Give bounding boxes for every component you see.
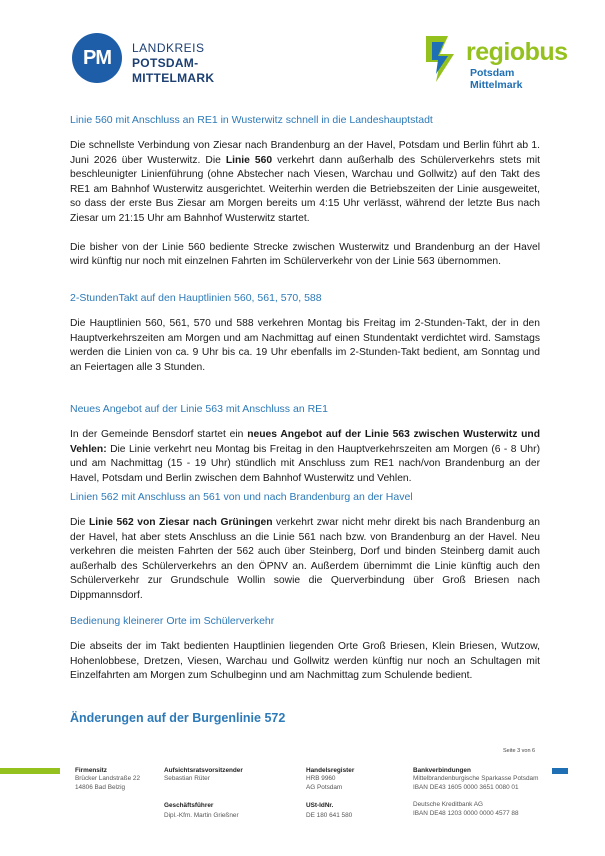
- paragraph: Die Hauptlinien 560, 561, 570 und 588 verkehren Montag bis Freitag im 2-Stunden-Takt, der in den Hauptverkehrszeiten am Morgen und am Nachmittag auf einen Stundentakt verdichtet wird. Samstags werden die Linien von ca. 9 Uhr bis ca. 19 Uhr ebenfalls im 2-Stunden-Takt bedient, am Sonntag und an Feiertagen alle 3 Stunden.: [70, 318, 540, 373]
- landkreis-logo: [72, 33, 252, 83]
- section-linie-562: [70, 490, 540, 604]
- closing-heading: Änderungen auf der Burgenlinie 572: [70, 711, 286, 725]
- section-heading: Linie 560 mit Anschluss an RE1 in Wusterwitz schnell in die Landeshauptstadt: [70, 114, 433, 126]
- paragraph: In der Gemeinde Bensdorf startet ein neues Angebot auf der Linie 563 zwischen Wusterwitz und Vehlen: Die Linie verkehrt neu Montag bis Freitag in den Hauptverkehrszeiten am Morgen (6 - 8 Uhr) und am Nachmittag (15 - 19 Uhr) stündlich mit Anschluss zum RE1 nach/von Brandenburg an der Havel, Potsdam und Berlin zwischen dem Bahnhof Wusterwitz und Vehlen.: [70, 429, 540, 484]
- paragraph: Die bisher von der Linie 560 bediente Strecke zwischen Wusterwitz und Brandenburg an der Havel wird künftig nur noch mit einzelnen Fahrten im Schülerverkehr von der Linie 563 übernommen.: [70, 241, 540, 268]
- regiobus-sub: Potsdam Mittelmark: [470, 67, 523, 91]
- section-heading: Neues Angebot auf der Linie 563 mit Anschluss an RE1: [70, 403, 328, 415]
- logo-line-landkreis: LANDKREIS: [132, 41, 205, 55]
- footer-ust: USt-IdNr. DE 180 641 580: [306, 802, 353, 820]
- page-number: Seite 3 von 6: [503, 748, 536, 754]
- footer-accent-blue: [552, 768, 568, 774]
- regiobus-logo: [418, 34, 568, 91]
- section-linie-563: [70, 402, 540, 486]
- footer-accent-green: [0, 768, 60, 774]
- paragraph: Die Linie 562 von Ziesar nach Grüningen verkehrt zwar nicht mehr direkt bis nach Brandenburg an der Havel, hat aber stets Anschluss an die Linie 561 nach bzw. von Brandenburg an der Havel. Neu verkehren die meisten Fahrten der 562 auch über Steinberg, Dorf und binden Steinberg damit auch außerhalb des Schülerverkehrs an den ÖPNV an. Außerdem übernimmt die Linie künftig auch den Schülerverkehr zur Grundschule Wollin sowie die Querverbindung über Groß Briesen nach Dippmannsdorf.: [70, 517, 541, 601]
- section-heading: Linien 562 mit Anschluss an 561 von und nach Brandenburg an der Havel: [70, 491, 413, 503]
- section-linie-560: [70, 113, 540, 270]
- footer-handelsregister: Handelsregister HRB 9960 AG Potsdam: [306, 767, 355, 791]
- footer-geschaeftsfuehrer: Geschäftsführer Dipl.-Kfm. Martin Grießner: [164, 802, 239, 820]
- footer-bank: Bankverbindungen Mittelbrandenburgische Sparkasse Potsdam IBAN DE43 1605 0000 3651 0080 01 Deutsche Kreditbank AG IBAN DE48 1203 0000 0000 4577 88: [413, 767, 539, 817]
- section-schuelerverkehr: [70, 614, 540, 684]
- paragraph: Die schnellste Verbindung von Ziesar nach Brandenburg an der Havel, Potsdam und Berlin führt ab 1. Juni 2026 über Wusterwitz. Die Linie 560 verkehrt dann außerhalb des Schülerverkehrs stets mit beschleunigter Linienführung (ohne Abstecher nach Viesen, Warchau und Gollwitz) auf den Takt des RE1 am Bahnhof Wusterwitz ausgerichtet. Weiterhin werden die Betriebszeiten der Linie ausgeweitet, so dass der erste Bus Ziesar am Morgen bereits um 4:15 Uhr verlässt, während der letzte Bus nach Ziesar um 21:15 Uhr am Bahnhof Wusterwitz startet.: [70, 140, 540, 224]
- section-heading: Bedienung kleinerer Orte im Schülerverkehr: [70, 615, 275, 627]
- pm-badge: PM: [72, 33, 122, 83]
- section-2-stunden-takt: [70, 291, 540, 375]
- footer-firmensitz: Firmensitz Brücker Landstraße 22 14806 Bad Belzig: [75, 767, 141, 791]
- footer-aufsichtsrat: Aufsichtsratsvorsitzender Sebastian Rüter: [164, 767, 243, 783]
- paragraph: Die abseits der im Takt bedienten Hauptlinien liegenden Orte Groß Briesen, Klein Briesen, Wutzow, Hohenlobbese, Dretzen, Viesen, Warchau und Gollwitz werden künftig nur noch an Schultagen mit Einzelfahrten am Morgen zum Schulbeginn und am Nachmittag zum Schulende bedient.: [70, 641, 540, 682]
- logo-line-name: POTSDAM-MITTELMARK: [132, 56, 215, 85]
- regiobus-mark-icon: [418, 34, 464, 84]
- section-heading: 2-StundenTakt auf den Hauptlinien 560, 561, 570, 588: [70, 292, 322, 304]
- regiobus-name: regiobus: [466, 38, 568, 66]
